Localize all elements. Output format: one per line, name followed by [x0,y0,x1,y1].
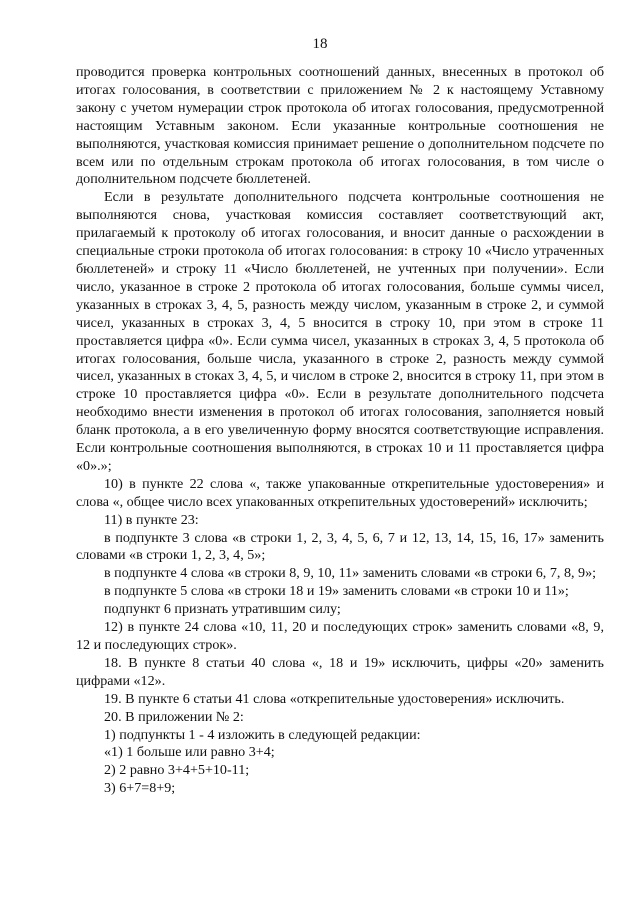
paragraph-item-10: 10) в пункте 22 слова «, также упакованные открепительные удостоверения» и слова «, общее число всех упакованных открепительных удостоверений» исключить; [76,475,604,510]
paragraph-item-19: 19. В пункте 6 статьи 41 слова «открепительные удостоверения» исключить. [104,690,565,707]
paragraph-appendix-item-1: 1) подпункты 1 - 4 изложить в следующей редакции: [104,726,421,743]
paragraph-item-11: 11) в пункте 23: [104,511,199,528]
document-body [76,64,604,798]
paragraph-1: проводится проверка контрольных соотношений данных, внесенных в протокол об итогах голосования, в соответствии с приложением № 2 к настоящему Уставному закону с учетом нумерации строк протокола об итогах голосования, предусмотренной настоящим Уставным законом. Если указанные контрольные соотношения не выполняются, участковая комиссия принимает решение о дополнительном подсчете по всем или по отдельным строкам протокола об итогах голосования, в том числе о дополнительном подсчете бюллетеней. [76,64,604,188]
paragraph-formula-1: «1) 1 больше или равно 3+4; [104,744,275,761]
paragraph-subitem-6: подпункт 6 признать утратившим силу; [104,601,341,618]
paragraph-item-20: 20. В приложении № 2: [104,708,244,725]
paragraph-subitem-3: в подпункте 3 слова «в строки 1, 2, 3, 4, 5, 6, 7 и 12, 13, 14, 15, 16, 17» заменить словами «в строки 1, 2, 3, 4, 5»; [76,529,604,564]
paragraph-subitem-5: в подпункте 5 слова «в строки 18 и 19» заменить словами «в строки 10 и 11»; [104,583,569,600]
page-number: 18 [312,36,328,52]
paragraph-formula-3: 3) 6+7=8+9; [104,780,176,797]
paragraph-formula-2: 2) 2 равно 3+4+5+10-11; [104,762,250,779]
paragraph-item-18: 18. В пункте 8 статьи 40 слова «, 18 и 19» исключить, цифры «20» заменить цифрами «12». [76,654,604,689]
paragraph-subitem-4: в подпункте 4 слова «в строки 8, 9, 10, 11» заменить словами «в строки 6, 7, 8, 9»; [104,565,597,582]
paragraph-2: Если в результате дополнительного подсчета контрольные соотношения не выполняются снова, участковая комиссия составляет соответствующий акт, прилагаемый к протоколу об итогах голосования, и вносит данные о расхождении в специальные строки протокола об итогах голосования: в строку 10 «Число утраченных бюллетеней» и строку 11 «Число бюллетеней, не учтенных при получении». Если число, указанное в строке 2 протокола об итогах голосования, больше суммы чисел, указанных в строках 3, 4, 5, разность между числом, указанным в строке 2, и суммой чисел, указанных в строках 3, 4, 5 вносится в строку 10, при этом в строке 11 проставляется цифра «0». Если сумма чисел, указанных в строках 3, 4, 5 протокола об итогах голосования, больше числа, указанного в строке 2, разность между суммой чисел, указанных в стоках 3, 4, 5, и числом в строке 2, вносится в строку 11, при этом в строке 10 проставляется цифра «0». Если в результате дополнительного подсчета необходимо внести изменения в протокол об итогах голосования, заполняется новый бланк протокола, а в его увеличенную форму вносятся соответствующие исправления. Если контрольные соотношения выполняются, в строках 10 и 11 проставляется цифра «0».»; [76,189,604,474]
paragraph-item-12: 12) в пункте 24 слова «10, 11, 20 и последующих строк» заменить словами «8, 9, 12 и последующих строк». [76,619,604,653]
